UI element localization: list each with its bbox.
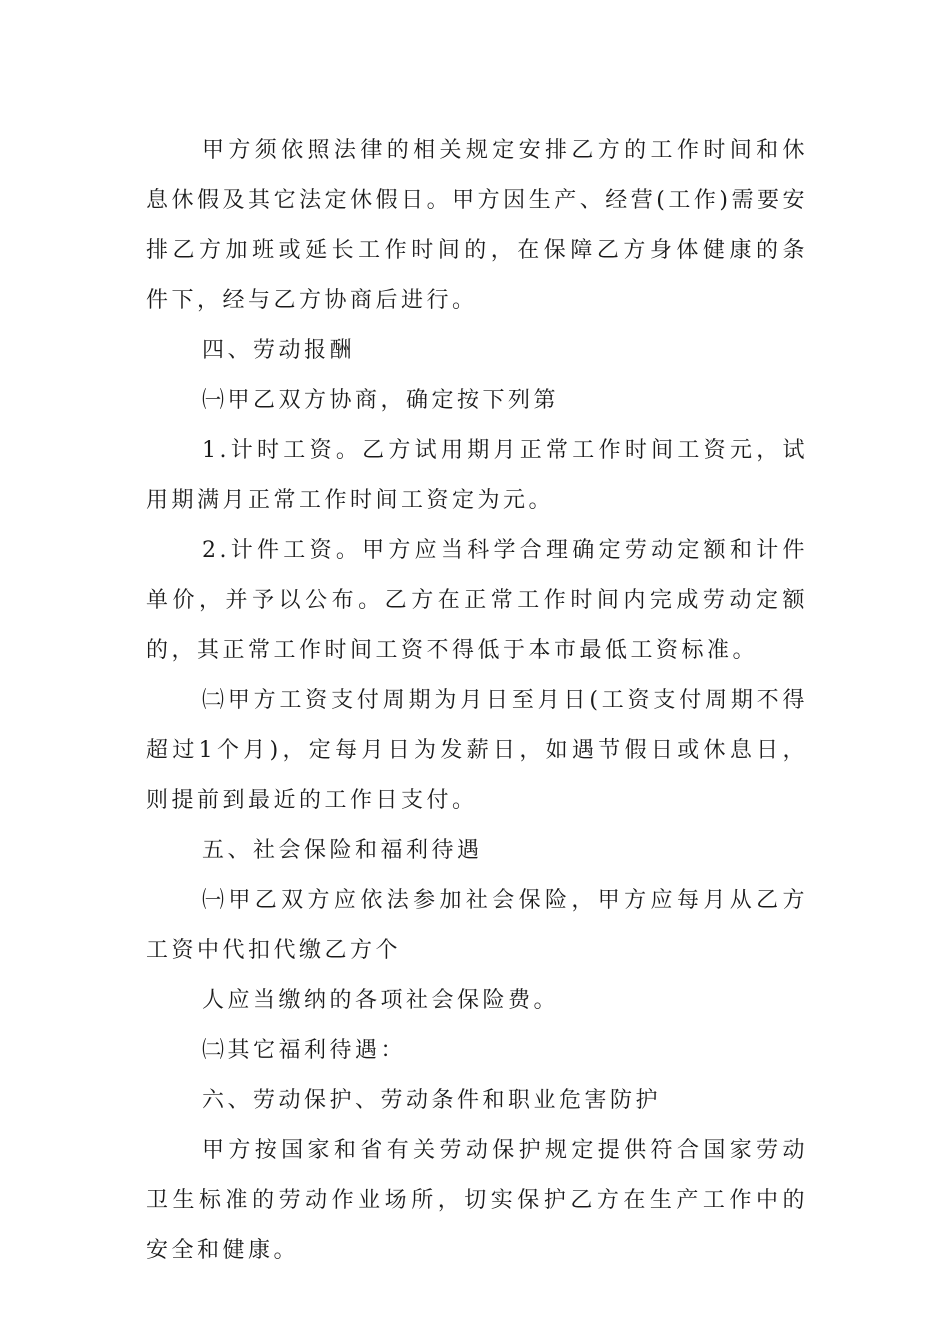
paragraph-work-hours: 甲方须依照法律的相关规定安排乙方的工作时间和休息休假及其它法定休假日。甲方因生产、经营(工作)需要安排乙方加班或延长工作时间的，在保障乙方身体健康的条件下，经与乙方协商后进行。 bbox=[146, 138, 808, 313]
paragraph-piece-wage: 2.计件工资。甲方应当科学合理确定劳动定额和计件单价，并予以公布。乙方在正常工作时间内完成劳动定额的，其正常工作时间工资不得低于本市最低工资标准。 bbox=[146, 538, 808, 663]
paragraph-insurance-fees: 人应当缴纳的各项社会保险费。 bbox=[202, 988, 560, 1013]
section-heading-labor-protection: 六、劳动保护、劳动条件和职业危害防护 bbox=[202, 1088, 662, 1113]
paragraph-time-wage: 1.计时工资。乙方试用期月正常工作时间工资元，试用期满月正常工作时间工资定为元。 bbox=[146, 438, 808, 513]
paragraph-insurance-deduction: ㈠甲乙双方应依法参加社会保险，甲方应每月从乙方工资中代扣代缴乙方个 bbox=[146, 888, 808, 963]
section-heading-remuneration: 四、劳动报酬 bbox=[202, 338, 356, 363]
paragraph-wage-agreement: ㈠甲乙双方协商，确定按下列第 bbox=[202, 388, 560, 413]
paragraph-workplace-safety: 甲方按国家和省有关劳动保护规定提供符合国家劳动卫生标准的劳动作业场所，切实保护乙方在生产工作中的安全和健康。 bbox=[146, 1138, 808, 1263]
paragraph-other-benefits: ㈡其它福利待遇： bbox=[202, 1038, 407, 1063]
paragraph-pay-cycle: ㈡甲方工资支付周期为月日至月日(工资支付周期不得超过1个月)，定每月日为发薪日，如遇节假日或休息日，则提前到最近的工作日支付。 bbox=[146, 688, 808, 813]
document-body bbox=[146, 126, 808, 1276]
section-heading-social-insurance: 五、社会保险和福利待遇 bbox=[202, 838, 483, 863]
